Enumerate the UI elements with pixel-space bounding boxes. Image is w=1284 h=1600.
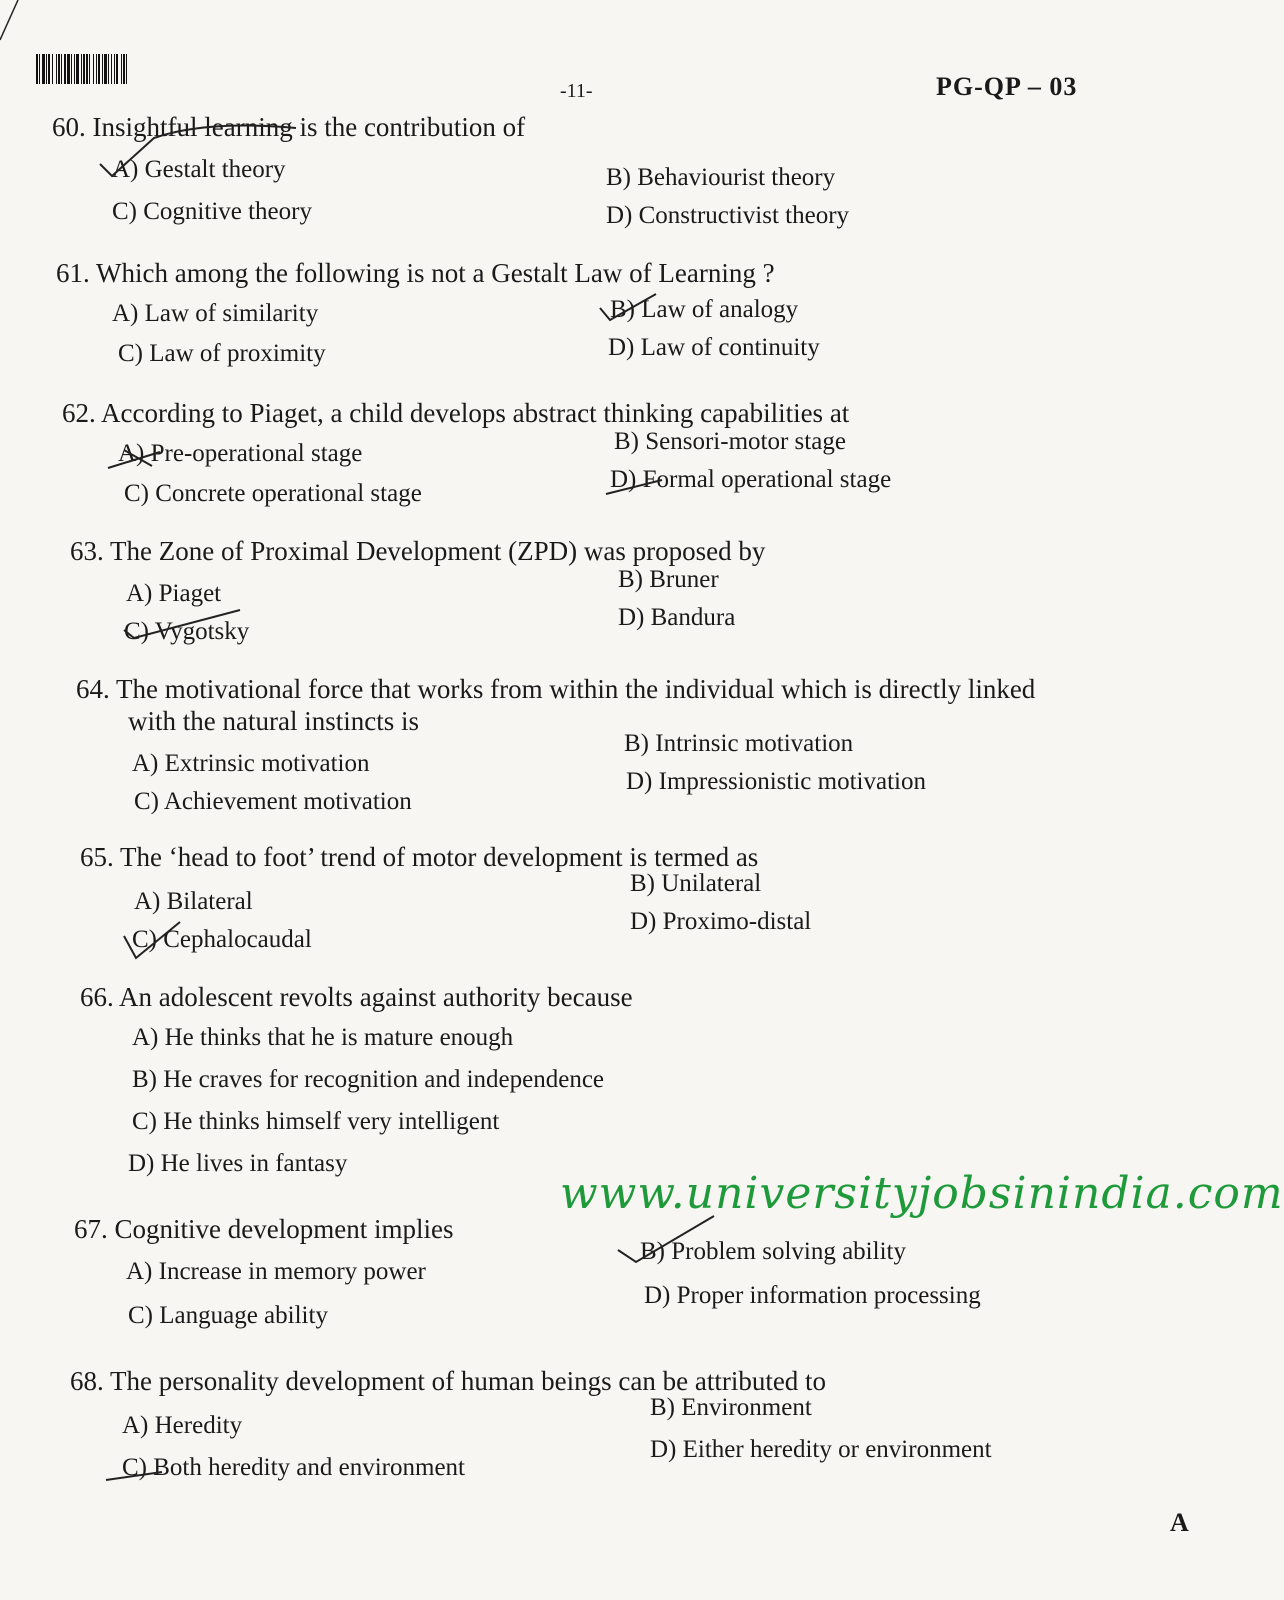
q66-option-d: D) He lives in fantasy <box>128 1150 348 1177</box>
q60-option-b: B) Behaviourist theory <box>606 164 836 191</box>
q66-option-c: C) He thinks himself very intelligent <box>132 1108 500 1135</box>
question-62: 62. According to Piaget, a child develops abstract thinking capabilities at <box>62 398 850 428</box>
q65-option-a: A) Bilateral <box>134 888 253 915</box>
q68-option-d: D) Either heredity or environment <box>650 1436 992 1463</box>
q67-option-b: B) Problem solving ability <box>640 1238 906 1265</box>
q68-option-b: B) Environment <box>650 1394 812 1421</box>
q62-option-d: D) Formal operational stage <box>610 466 892 493</box>
q66-option-a: A) He thinks that he is mature enough <box>132 1024 514 1051</box>
barcode <box>36 54 241 84</box>
q62-option-b: B) Sensori-motor stage <box>614 428 846 455</box>
q64-option-b: B) Intrinsic motivation <box>624 730 854 757</box>
q66-option-b: B) He craves for recognition and independence <box>132 1066 605 1093</box>
q61-option-a: A) Law of similarity <box>112 300 319 327</box>
q64-option-d: D) Impressionistic motivation <box>626 768 926 795</box>
paper-code: PG-QP – 03 <box>936 72 1078 101</box>
q62-option-a: A) Pre-operational stage <box>118 440 363 467</box>
q68-option-c: C) Both heredity and environment <box>122 1454 465 1481</box>
q64-option-c: C) Achievement motivation <box>134 788 412 815</box>
q60-option-d: D) Constructivist theory <box>606 202 850 229</box>
question-67: 67. Cognitive development implies <box>74 1214 454 1244</box>
question-64: 64. The motivational force that works from within the individual which is directly linked <box>76 674 1036 704</box>
q67-option-d: D) Proper information processing <box>644 1282 981 1309</box>
q63-option-d: D) Bandura <box>618 604 736 631</box>
question-60: 60. Insightful learning is the contribution of <box>52 112 526 142</box>
q63-option-a: A) Piaget <box>126 580 222 607</box>
q61-option-b: B) Law of analogy <box>610 296 799 323</box>
question-61: 61. Which among the following is not a Gestalt Law of Learning ? <box>56 258 775 288</box>
q63-option-c: C) Vygotsky <box>124 618 250 645</box>
q63-option-b: B) Bruner <box>618 566 719 593</box>
question-63: 63. The Zone of Proximal Development (ZPD) was proposed by <box>70 536 766 566</box>
q60-option-a: A) Gestalt theory <box>112 156 286 183</box>
watermark-url: www.universityjobsinindia.com <box>560 1168 1284 1219</box>
q67-option-a: A) Increase in memory power <box>126 1258 426 1285</box>
q61-option-d: D) Law of continuity <box>608 334 820 361</box>
q65-option-d: D) Proximo-distal <box>630 908 812 935</box>
page-number: -11- <box>560 80 593 102</box>
question-65: 65. The ‘head to foot’ trend of motor development is termed as <box>80 842 759 872</box>
q62-option-c: C) Concrete operational stage <box>124 480 422 507</box>
booklet-series: A <box>1170 1508 1189 1537</box>
question-68: 68. The personality development of human beings can be attributed to <box>70 1366 827 1396</box>
q65-option-c: C) Cephalocaudal <box>132 926 312 953</box>
q65-option-b: B) Unilateral <box>630 870 762 897</box>
q67-option-c: C) Language ability <box>128 1302 328 1329</box>
q60-option-c: C) Cognitive theory <box>112 198 312 225</box>
q68-option-a: A) Heredity <box>122 1412 243 1439</box>
q61-option-c: C) Law of proximity <box>118 340 326 367</box>
question-66: 66. An adolescent revolts against authority because <box>80 982 633 1012</box>
corner-pen-line <box>0 0 40 40</box>
q64-option-a: A) Extrinsic motivation <box>132 750 370 777</box>
question-64-continued: with the natural instincts is <box>128 706 419 736</box>
